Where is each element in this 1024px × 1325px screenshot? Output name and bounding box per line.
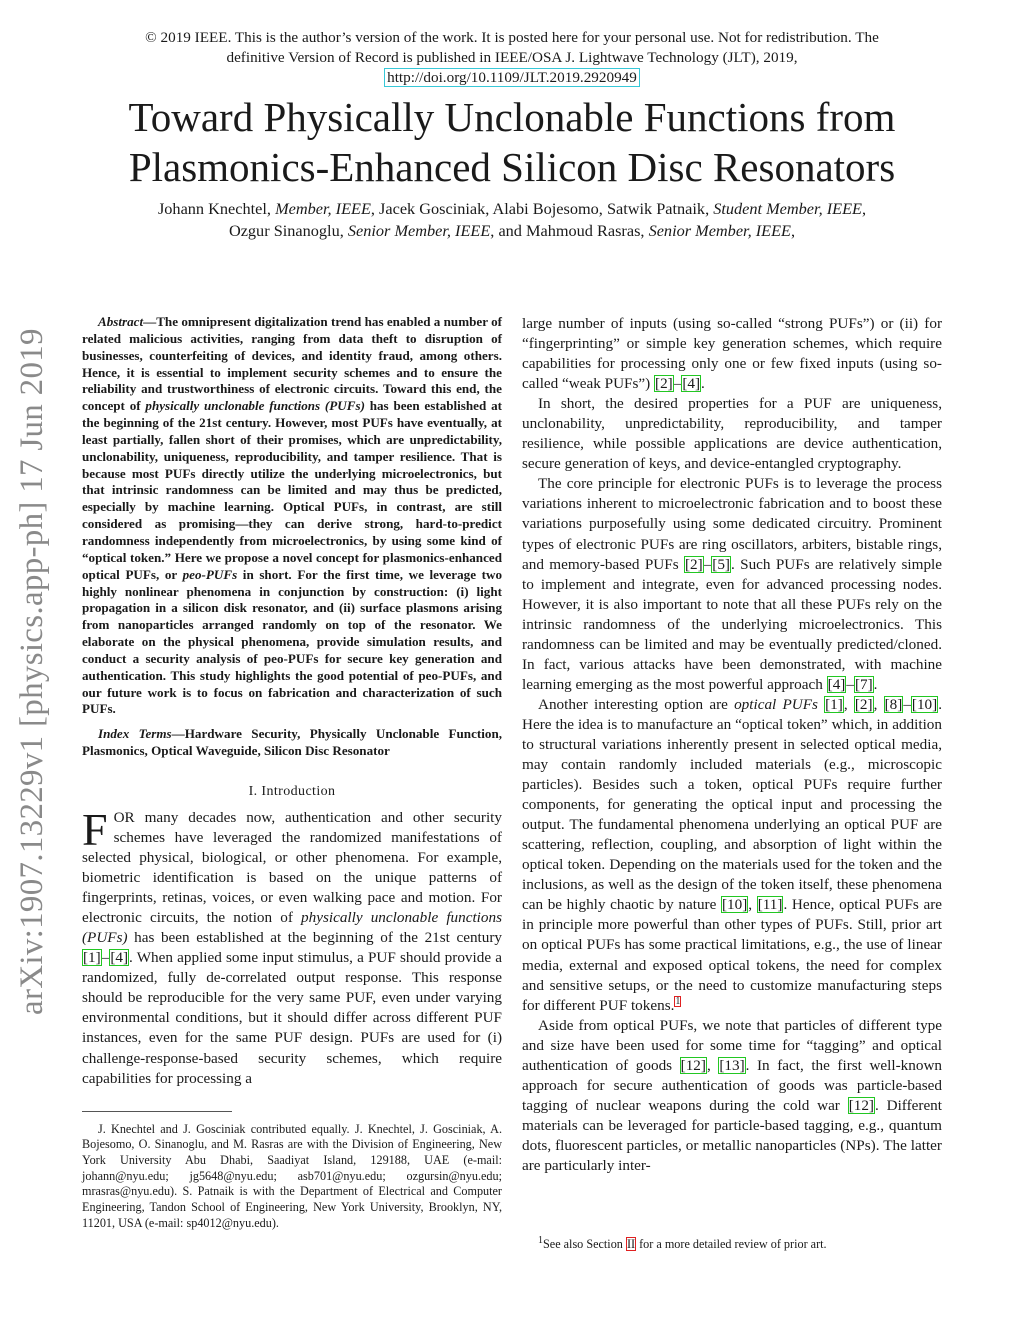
paragraph-electronic-pufs: The core principle for electronic PUFs is to leverage the process variations inherent to microelectronic fabrication and to boost these variations purposefully using some dedicated circuitry. Prominent types of electronic PUFs are ring oscillators, arbiters, bistable rings, and memory-based PUFs [2]–[5]. Such PUFs are relatively simple to implement and integrate, even for advanced processing nodes. However, it is also important to note that all these PUFs rely on the intrinsic randomness of the underlying microelectronics. This randomness can be limited and may be eventually predicted/cloned. In fact, various attacks have been demonstrated, with machine learning emerging as the most powerful approach [4]–[7].: [522, 475, 943, 693]
footnote-1: $^1$See also Section II for a more detailed review of prior art.: [538, 1234, 827, 1251]
paragraph-continued: large number of inputs (using so-called “strong PUFs”) or (ii) for “fingerprinting” or simple key generation schemes, which require capabilities for processing only one or few fixed inputs (using so-called “weak PUFs”) [2]–[4].: [522, 315, 942, 393]
citation-link[interactable]: [4]: [827, 675, 846, 693]
citation-link[interactable]: [12]: [848, 1096, 874, 1114]
copyright-line-2: definitive Version of Record is published in IEEE/OSA J. Lightwave Technology (JLT), 2019,: [226, 49, 798, 66]
paper-title: [40, 92, 984, 192]
citation-link[interactable]: [13]: [719, 1056, 745, 1074]
paragraph-particle-tagging: Aside from optical PUFs, we note that particles of different type and size have been used for some time for “tagging” and optical authentication of goods [12], [13]. In fact, the first well-known approach for secure authentication of goods was particle-based tagging of nuclear weapons during the cold war [12]. Different materials can be leveraged for particle-based tagging, e.g., quantum dots, fluorescent particles, or metallic nanoparticles (NPs). The latter are particularly inter-: [522, 1016, 943, 1174]
section-reference-link[interactable]: II: [626, 1237, 636, 1251]
citation-link[interactable]: [2]: [655, 375, 673, 393]
footnote-number: 1: [538, 1234, 543, 1246]
citation-link[interactable]: [10]: [911, 695, 938, 713]
citation-link[interactable]: [12]: [680, 1056, 706, 1074]
author-list: Johann Knechtel, Member, IEEE, Jacek Gosciniak, Alabi Bojesomo, Satwik Patnaik, Student Member, IEEE, Ozgur Sinanoglu, Senior Member, IEEE, and Mahmoud Rasras, Senior Member, IEEE,: [157, 199, 867, 240]
citation-link[interactable]: [1]: [825, 695, 843, 713]
citation-link[interactable]: [2]: [684, 555, 703, 573]
paragraph-properties: In short, the desired properties for a PUF are uniqueness, unclonability, unpredictability, reproducibility, and tamper resilience, while possible applications are device authentication, secure generation of keys, and device-entangled cryptography.: [522, 395, 942, 473]
citation-link[interactable]: [2]: [854, 695, 873, 713]
citation-link[interactable]: [5]: [712, 555, 730, 573]
index-terms: Index Terms—Hardware Security, Physically Unclonable Function, Plasmonics, Optical Waveguide, Silicon Disc Resonator: [82, 726, 502, 759]
left-column: [82, 314, 502, 1232]
copyright-notice: [60, 28, 964, 88]
footnote-divider: [82, 1111, 232, 1112]
right-column: [522, 314, 942, 1176]
citation-link[interactable]: [7]: [854, 675, 873, 693]
citation-link[interactable]: [8]: [884, 695, 903, 713]
citation-link[interactable]: [4]: [682, 375, 701, 393]
abstract: Abstract—The omnipresent digitalization trend has enabled a number of related malicious activities, ranging from data theft to disruption of businesses, counterfeiting of devices, and identity fraud, among others. Hence, it is essential to implement security schemes and to ensure the reliability and trustworthiness of electronic circuits. Toward this end, the concept of physically unclonable functions (PUFs) has been established at the beginning of the 21st century. However, most PUFs have eventually, at least partially, fallen short of their promises, which are unpredictability, unclonability, uniqueness, reproducibility, and tamper resilience. That is because most PUFs directly utilize the underlying microelectronics, but that intrinsic randomness can be limited and may thus be predicted, especially by machine learning. Optical PUFs, in contrast, are still considered as promising—they can derive strong, hard-to-predict randomness independently from microelectronics, by using some kind of “optical token.” Here we propose a novel concept for plasmonics-enhanced optical PUFs, or peo-PUFs in short. For the first time, we leverage two highly nonlinear phenomena in conjunction by construction: (i) light propagation in a silicon disk resonator, and (ii) surface plasmons arising from nanoparticles arranged randomly on top of the resonator. We elaborate on the physical phenomena, provide simulation results, and conduct a security analysis of peo-PUFs for secure key generation and authentication. This study highlights the good potential of peo-PUFs, and our future work is to focus on fabrication and characterization of such PUFs.: [82, 314, 502, 717]
section-heading-introduction: I. Introduction: [248, 783, 336, 799]
paragraph-optical-pufs: Another interesting option are optical PUFs [1], [2], [8]–[10]. Here the idea is to manufacture an “optical token” which, in addition to structural variations inherently present in selected optical media, may contain randomly included materials (e.g., microscopic particles). Besides such a token, optical PUFs require further components, for generating the optical input and processing the output. The fundamental phenomena underlying an optical PUF are scattering, reflection, coupling, and absorption of light within the optical token. Depending on the materials used for the token and the inclusions, as well as the design of the token itself, these phenomena can be highly chaotic by nature [10], [11]. Hence, optical PUFs are in principle more powerful than other types of PUFs. Still, prior art on optical PUFs has some practical limitations, e.g., the use of linear media, external and exposed optical tokens, the need for complex and sensitive setups, or the need to customize manufacturing steps for different PUF tokens.$^1$: [522, 695, 943, 1014]
doi-link[interactable]: http://doi.org/10.1109/JLT.2019.2920949: [384, 68, 640, 87]
citation-link[interactable]: [4]: [110, 949, 129, 967]
author-affiliation-footnote: J. Knechtel and J. Gosciniak contributed equally. J. Knechtel, J. Gosciniak, A. Bojesomo, O. Sinanoglu, and M. Rasras are with the Division of Engineering, New York University Abu Dhabi, Saadiyat Island, 129188, UAE (e-mail: johann@nyu.edu; jg5648@nyu.edu; asb701@nyu.edu; ozgursin@nyu.edu; mrasras@nyu.edu). S. Patnaik is with the Department of Electrical and Computer Engineering, Tandon School of Engineering, New York University, Brooklyn, NY, 11201, USA (e-mail: sp4012@nyu.edu).: [82, 1121, 502, 1230]
citation-link[interactable]: [11]: [757, 896, 783, 914]
title-line-2: Plasmonics-Enhanced Silicon Disc Resonators: [128, 144, 896, 190]
copyright-line-1: © 2019 IEEE. This is the author’s version of the work. It is posted here for your personal use. Not for redistribution. The: [145, 29, 879, 46]
drop-cap: F: [82, 803, 108, 855]
intro-paragraph-1: FOR many decades now, authentication and other security schemes have leveraged the randomized manifestations of selected physical, biological, or other phenomena. For example, biometric identification is based on the unique patterns of fingerprints, retinas, voices, or even walking pace and motion. For electronic circuits, the notion of physically unclonable functions (PUFs) has been established at the beginning of the 21st century [1]–[4]. When applied some input stimulus, a PUF should provide a randomized, fully de-correlated output response. This response should be reproducible for the very same PUF, even under varying environmental conditions, but it should differ across different PUF instances, even for the same PUF design. PUFs are used for (i) challenge-response-based security schemes, which require capabilities for processing a: [82, 803, 503, 1087]
citation-link[interactable]: [10]: [721, 896, 748, 914]
arxiv-identifier: arXiv:1907.13229v1 [physics.app-ph] 17 Jun 2019: [14, 328, 50, 1015]
citation-link[interactable]: [1]: [83, 949, 101, 967]
title-line-1: Toward Physically Unclonable Functions from: [128, 94, 896, 140]
footnote-marker-link[interactable]: 1: [675, 995, 681, 1007]
